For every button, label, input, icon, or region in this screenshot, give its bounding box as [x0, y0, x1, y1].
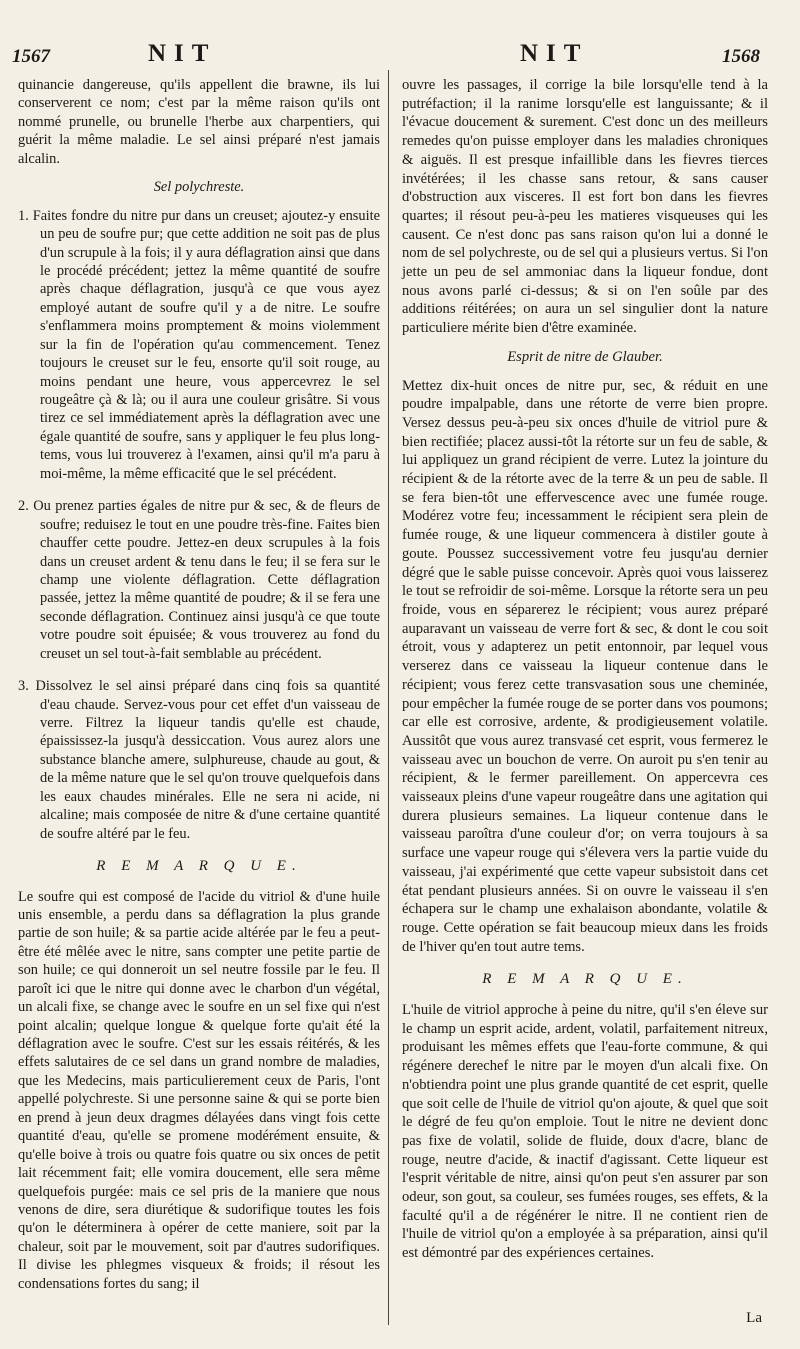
right-column	[402, 76, 768, 1269]
left-column	[18, 76, 380, 1299]
item-number: 1.	[18, 207, 29, 224]
numbered-item-2	[18, 497, 380, 663]
right-intro-paragraph: ouvre les passages, il corrige la bile lorsqu'elle tend à la putréfaction; il la ranime lorsqu'elle est languissante; & il l'évacue doucement & surement. C'est donc un des meilleurs remedes qu'on puisse employer dans les maladies chroniques & aiguës. Il est presque infaillible dans les fievres tierces invétérées; il les chasse sans retour, & sans causer d'obstruction aux visceres. Il est fort bon dans les fievres quartes; il résout peu-à-peu les matieres visqueuses qui les causent. Ce n'est donc pas sans raison qu'on lui a donné le nom de sel polychreste, ou de sel qui a plusieurs vertus. Si l'on jette un peu de sel ammoniac dans la liqueur fondue, dont nous avons parlé ci-dessus; & si on l'en soûle par des additions réitérées; on aura un sel singulier dont la nature particuliere mérite bien d'être examinée.	[402, 77, 768, 337]
method-paragraph: Mettez dix-huit onces de nitre pur, sec, & réduit en une poudre impalpable, dans une rétorte de verre bien propre. Versez dessus peu-à-peu six onces d'huile de vitriol pure & bien rectifiée; placez aussi-tôt la rétorte sur un feu de sable, & lui appliquez un grand récipient de verre. Lutez la jointure du récipient & de la rétorte avec de la terre & un peu de sable. Il se fera bien-tôt une effervescence avec une fumée rouge. Modérez votre feu; incessamment le récipient sera plein de fumée rouge, & une liqueur commencera à distiler goute à goute. Poussez successivement votre feu jusqu'au dernier dégré que le sable puisse concevoir. Après quoi vous laisserez le tout se refroidir de soi-même. Lorsque la rétorte sera un peu froide, vous en séparerez le récipient; vous aurez préparé auparavant un vaisseau de verre fort & sec, & dont le cou soit étroit, vous y adapterez un petit entonnoir, par lequel vous verserez dans ce vaisseau la liqueur contenue dans le récipient; vous ferez cette transvasation sous une cheminée, pour empêcher la fumée rouge de se porter dans vos poumons; car elle est corrosive, ardente, & prodigieusement volatile. Aussitôt que vous aurez transvasé cet esprit, vous fermerez le vaisseau avec un bouchon de verre. On auroit pu s'en tenir au récipient, & le fermer pareillement. On appercevra ces vaisseaux pleins d'une vapeur rougeâtre dans une agitation qui durera plusieurs semaines. La liqueur contenue dans le vaisseau paroîtra d'une couleur d'or; on verra toujours à sa surface une vapeur rouge qui s'élevera vers la partie vuide du vaisseau, j'ai expérimenté que cette vapeur subsistoit dans cet état pendant plusieurs années. Si on ouvre le vaisseau il s'en échapera sur le champ une exhalaison abondante, volatile & rouge. Cette opération se fait beaucoup mieux dans les froids de l'hiver qu'en tout autre tems.	[402, 377, 768, 955]
column-divider	[388, 70, 389, 1325]
remarque-paragraph: Le soufre qui est composé de l'acide du vitriol & d'une huile unis ensemble, a perdu dans sa déflagration la plus grande partie de son huile; & sa partie acide altérée par le feu a peut-être été mêlée avec le nitre, sans compter une petite partie de son huile; ce qui donneroit un sel neutre fossile par le feu. Il paroît ici que le nitre qui donne avec le charbon d'un végétal, un alcali fixe, se change avec le soufre en un sel fixe qui n'est point alcalin; quelque longue & quelque forte qu'ait été la déflagration avec le soufre. C'est sur les essais réitérés, & les effets salutaires de ce sel dans un grand nombre de maladies, que les Medecins, mais particulierement ceux de Paris, l'ont appellé polychreste. Si une personne saine & qui se porte bien en prend à jeun deux dragmes délayées dans vingt fois cette quantité d'eau, qu'elle se promene modérément ensuite, & qu'elle boive à trois ou quatre fois quatre ou six onces de petit lait récemment fait; elle vomira doucement, elle sera même quelquefois purgée: mais ce sel pris de la maniere que nous venons de dire, sera diurétique & sudorifique toutes les fois qu'on le déterminera à opérer de cette maniere, soit par la chaleur, soit par le mouvement, soit par d'autres sudorifiques. Il divise les phlegmes visqueux & froids; il résout les condensations fortes du sang; il	[18, 888, 380, 1292]
section-title-esprit-de-nitre: Esprit de nitre de Glauber.	[507, 348, 663, 365]
item-number: 2.	[18, 498, 29, 515]
item-number: 3.	[18, 678, 29, 695]
item-text: Faites fondre du nitre pur dans un creuset; ajoutez-y ensuite un peu de soufre pur; que cette addition ne soit pas de plus d'un scrupule à la fois; il y aura déflagration ainsi que dans le procédé précédent; jettez la même quantité de soufre après chaque déflagration, jusqu'à ce que vous ayez employé autant de soufre qu'il y a de nitre. Le soufre s'enflammera moins promptement & moins violemment sur la fin de l'opération qu'au commencement. Tenez toujours le creuset sur le feu, ensorte qu'il soit rouge, au moins pendant une heure, vous appercevrez le sel rougeâtre çà & là; ou il aura une couleur grisâtre. Si vous tirez ce sel immédiatement après la déflagration avec une égale quantité de soufre, sans y appliquer le feu plus long-tems, vous lui trouverez à l'examen, ainsi qu'il m'a paru à moi-même, la même efficacité que le sel précédent.	[32, 207, 380, 482]
numbered-item-1	[18, 207, 380, 484]
left-page-number: 1567	[12, 46, 50, 67]
right-running-head: NIT	[520, 40, 589, 67]
right-page-number: 1568	[722, 46, 760, 67]
numbered-item-3	[18, 677, 380, 843]
item-text: Dissolvez le sel ainsi préparé dans cinq fois sa quantité d'eau chaude. Servez-vous pour cet effet d'un vaisseau de verre. Filtrez la liqueur tandis qu'elle est chaude, épaississez-la jusqu'à dessiccation. Vous aurez alors une substance blanche amere, sulphureuse, chaude au gout, & de la même nature que le sel qu'on trouve quelquefois dans les eaux chaudes minérales. Elle ne sera ni acide, ni alcaline; mais composée de nitre & d'une certaine quantité de soufre altéré par le feu.	[35, 678, 380, 842]
item-text: Ou prenez parties égales de nitre pur & sec, & de fleurs de soufre; reduisez le tout en une poudre très-fine. Faites bien chauffer cette poudre. Jettez-en deux scrupules à la fois dans un creuset ardent & tenu dans le feu; il se fera sur le champ une violente déflagration. Cette déflagration passée, jettez la même quantité de poudre; & il se fera une seconde déflagration. Continuez ainsi jusqu'à ce que toute votre poudre soit épuisée; & vous trouverez au fond du creuset un sel tout-à-fait semblable au précédent.	[33, 498, 380, 662]
remarque-paragraph: L'huile de vitriol approche à peine du nitre, qu'il s'en éleve sur le champ un esprit acide, ardent, volatil, parfaitement nitreux, produisant les mêmes effets que l'eau-forte commune, & qui régénere derechef le nitre par le moyen d'un alcali fixe. On n'obtiendra point une plus grande quantité de cet esprit, quelle que soit celle de l'huile de vitriol qu'on ajoute, & quel que soit le dégré de feu qu'on emploie. Tout le nitre ne devient donc pas fixe de volatil, solide de fluide, doux d'acre, blanc de rouge, neutre d'acide, & inactif d'agissant. Cette liqueur est l'esprit véritable de nitre, ainsi qu'on peut s'en assurer par son odeur, son gout, sa couleur, ses fumées rouges, ses effets, & la faculté qu'il a de régénérer le nitre. Il ne contient rien de l'huile de vitriol qu'on a employée à sa préparation, ainsi qu'il est démontré par des expériences certaines.	[402, 1002, 768, 1262]
catchword: La	[746, 1310, 762, 1326]
remarque-heading: R E M A R Q U E.	[96, 858, 302, 875]
remarque-heading: R E M A R Q U E.	[482, 971, 688, 988]
section-title-sel-polychreste: Sel polychreste.	[153, 179, 245, 196]
left-intro-paragraph: quinancie dangereuse, qu'ils appellent die brawne, ils lui conserverent ce nom; c'est par la même raison qu'ils ont nommé prunelle, ou brunelle l'herbe aux charpentiers, qui guérit la même maladie. Le sel ainsi préparé n'est jamais alcalin.	[18, 77, 380, 167]
left-running-head: NIT	[148, 40, 217, 67]
